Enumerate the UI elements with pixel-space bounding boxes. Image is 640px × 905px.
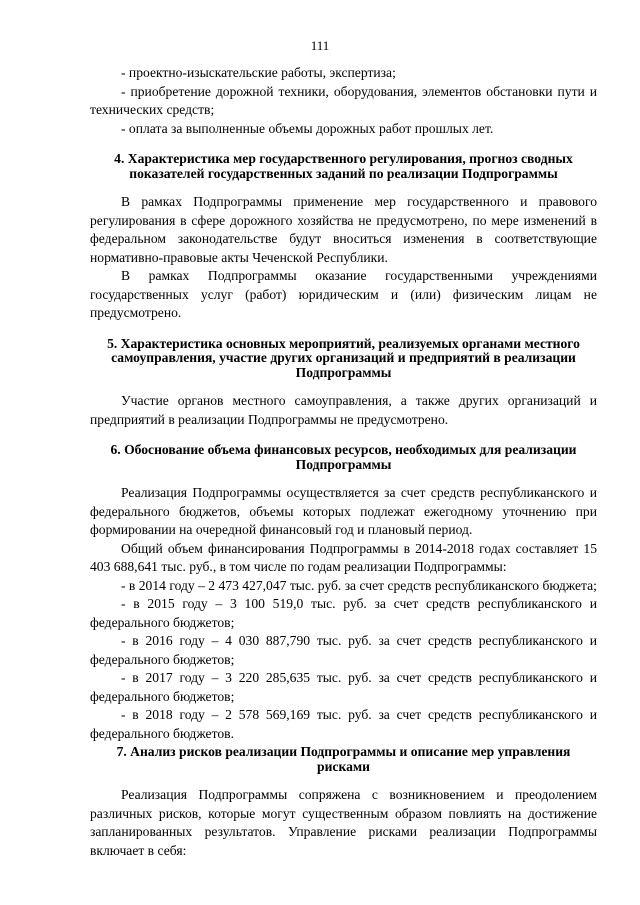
section-4-heading: 4. Характеристика мер государственного регулирования, прогноз сводных показателей государственных заданий по реализации Подпрограммы <box>114 151 573 181</box>
bullet-item: - оплата за выполненные объемы дорожных работ прошлых лет. <box>121 120 494 136</box>
page-number: 111 <box>310 38 330 53</box>
funding-year-item: - в 2018 году – 2 578 569,169 тыс. руб. за счет средств республиканского и федерального бюджетов. <box>90 707 597 741</box>
bullet-item: - проектно-изыскательские работы, экспертиза; <box>121 65 396 80</box>
section-7-paragraph: Реализация Подпрограммы сопряжена с возникновением и преодолением различных рисков, которые могут существенным образом повлиять на достижение запланированных результатов. Управление рисками реализации Подпрограммы включает в себя: <box>90 787 597 858</box>
bullet-item: - приобретение дорожной техники, оборудования, элементов обстановки пути и технических средств; <box>90 83 597 117</box>
page-content <box>90 64 597 860</box>
section-5-paragraph: Участие органов местного самоуправления, а также других организаций и предприятий в реализации Подпрограммы не предусмотрено. <box>90 393 597 427</box>
section-6-heading: 6. Обоснование объема финансовых ресурсов, необходимых для реализации Подпрограммы <box>110 442 577 472</box>
funding-year-item: - в 2017 году – 3 220 285,635 тыс. руб. за счет средств республиканского и федерального бюджетов; <box>90 670 597 704</box>
section-6-paragraph: Реализация Подпрограммы осуществляется за счет средств республиканского и федерального бюджетов, объемы которых подлежат ежегодному уточнению при формировании на очередной финансовый год и плановый период. <box>90 485 597 537</box>
funding-year-item: - в 2016 году – 4 030 887,790 тыс. руб. за счет средств республиканского и федерального бюджетов; <box>90 633 597 667</box>
funding-year-item: - в 2014 году – 2 473 427,047 тыс. руб. за счет средств республиканского бюджета; <box>121 577 597 593</box>
section-6-paragraph: Общий объем финансирования Подпрограммы в 2014-2018 годах составляет 15 403 688,641 тыс. руб., в том числе по годам реализации Подпрограммы: <box>90 540 597 574</box>
section-5-heading: 5. Характеристика основных мероприятий, реализуемых органами местного самоуправления, участие других организаций и предприятий в реализации Подпрограммы <box>107 335 580 380</box>
funding-year-item: - в 2015 году – 3 100 519,0 тыс. руб. за счет средств республиканского и федерального бюджетов; <box>90 596 597 630</box>
section-4-paragraph: В рамках Подпрограммы оказание государственными учреждениями государственных услуг (работ) юридическим и (или) физическим лицам не предусмотрено. <box>90 268 597 320</box>
section-7-heading: 7. Анализ рисков реализации Подпрограммы и описание мер управления рисками <box>116 744 571 774</box>
section-4-paragraph: В рамках Подпрограммы применение мер государственного и правового регулирования в сфере дорожного хозяйства не предусмотрено, по мере изменений в федеральном законодательстве будут вноситься изменения в соответствующие нормативно-правовые акты Чеченской Республики. <box>90 194 597 265</box>
